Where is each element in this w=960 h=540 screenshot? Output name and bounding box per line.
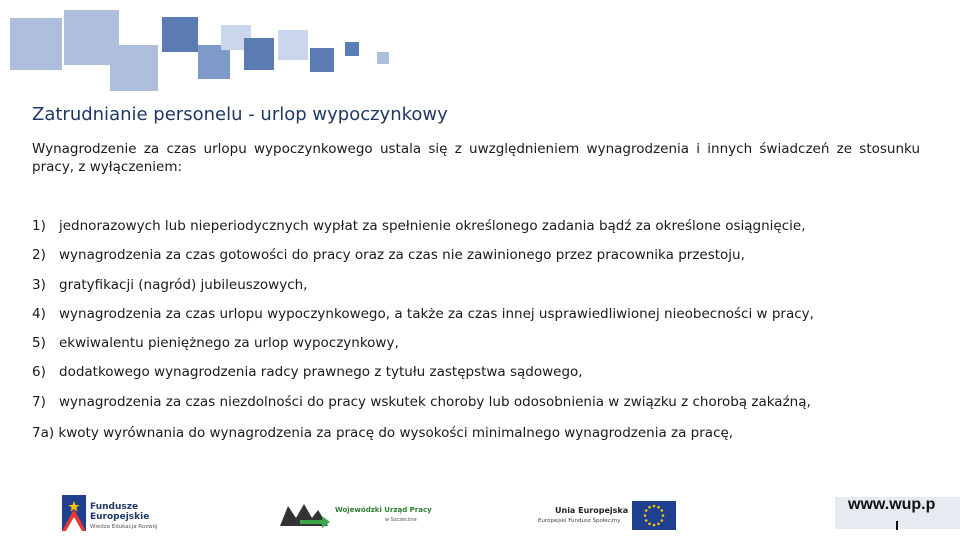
deco-square: [310, 48, 334, 72]
deco-square: [162, 17, 198, 52]
fe-subtitle: Wiedza Edukacja Rozwój: [90, 524, 158, 530]
list-item-number: 6): [32, 364, 46, 381]
list-item: [32, 247, 932, 276]
list-item: [32, 277, 932, 306]
list-item-text: wynagrodzenia za czas niezdolności do pracy wskutek choroby lub odosobnienia w związku z chorobą zakaźną,: [59, 393, 811, 410]
list-item-text: jednorazowych lub nieperiodycznych wypłat za spełnienie określonego zadania bądź za określone osiągnięcie,: [59, 218, 806, 234]
list-item: [32, 364, 932, 393]
deco-square: [110, 45, 158, 91]
list-item: [32, 218, 932, 247]
list-item-number: 2): [32, 247, 46, 264]
list-item-text: wynagrodzenia za czas gotowości do pracy oraz za czas nie zawinionego przez pracownika przestoju,: [59, 247, 745, 264]
list-item-text: gratyfikacji (nagród) jubileuszowych,: [59, 276, 308, 293]
deco-square: [244, 38, 274, 70]
list-item-number: 5): [32, 335, 46, 352]
list-item-number: 3): [32, 276, 46, 293]
list-item-number: 7): [32, 393, 46, 410]
deco-square: [278, 30, 308, 60]
list-item: [32, 335, 932, 364]
fe-line2: Europejskie: [90, 512, 150, 522]
wup-subtitle: w Szczecinie: [385, 517, 417, 523]
intro-paragraph: Wynagrodzenie za czas urlopu wypoczynkowego ustala się z uwzględnieniem wynagrodzenia i innych świadczeń ze stosunku pracy, z wyłączeniem:: [32, 141, 920, 175]
deco-square: [198, 45, 230, 79]
list-item-number: 1): [32, 218, 46, 234]
list-item-text: wynagrodzenia za czas urlopu wypoczynkowego, a także za czas innej usprawiedliwionej nieobecności w pracy,: [59, 305, 814, 322]
ue-subtitle: Europejski Fundusz Społeczny: [538, 518, 621, 524]
exclusion-list: [32, 218, 932, 423]
wup-emblem-icon: [280, 500, 330, 528]
list-item-text: ekwiwalentu pieniężnego za urlop wypoczynkowy,: [59, 335, 399, 352]
list-item-7a: 7a) kwoty wyrównania do wynagrodzenia za pracę do wysokości minimalnego wynagrodzenia za pracę,: [32, 425, 734, 441]
fe-emblem-icon: [62, 495, 86, 531]
fe-line1: Fundusze: [90, 502, 139, 512]
deco-square: [345, 42, 359, 56]
deco-square: [377, 52, 389, 64]
url-text-fragment: [896, 521, 898, 530]
list-item-number: 4): [32, 305, 46, 322]
slide-title: Zatrudnianie personelu - urlop wypoczynkowy: [32, 104, 448, 125]
deco-square: [10, 18, 62, 70]
list-item-text: dodatkowego wynagrodzenia radcy prawnego z tytułu zastępstwa sądowego,: [59, 364, 583, 381]
ue-line1: Unia Europejska: [555, 506, 629, 515]
list-item: [32, 306, 932, 335]
eu-flag-icon: [632, 501, 676, 530]
list-item: [32, 394, 932, 423]
website-url[interactable]: www.wup.p: [848, 496, 936, 513]
wup-line1: Wojewódzki Urząd Pracy: [335, 506, 432, 514]
